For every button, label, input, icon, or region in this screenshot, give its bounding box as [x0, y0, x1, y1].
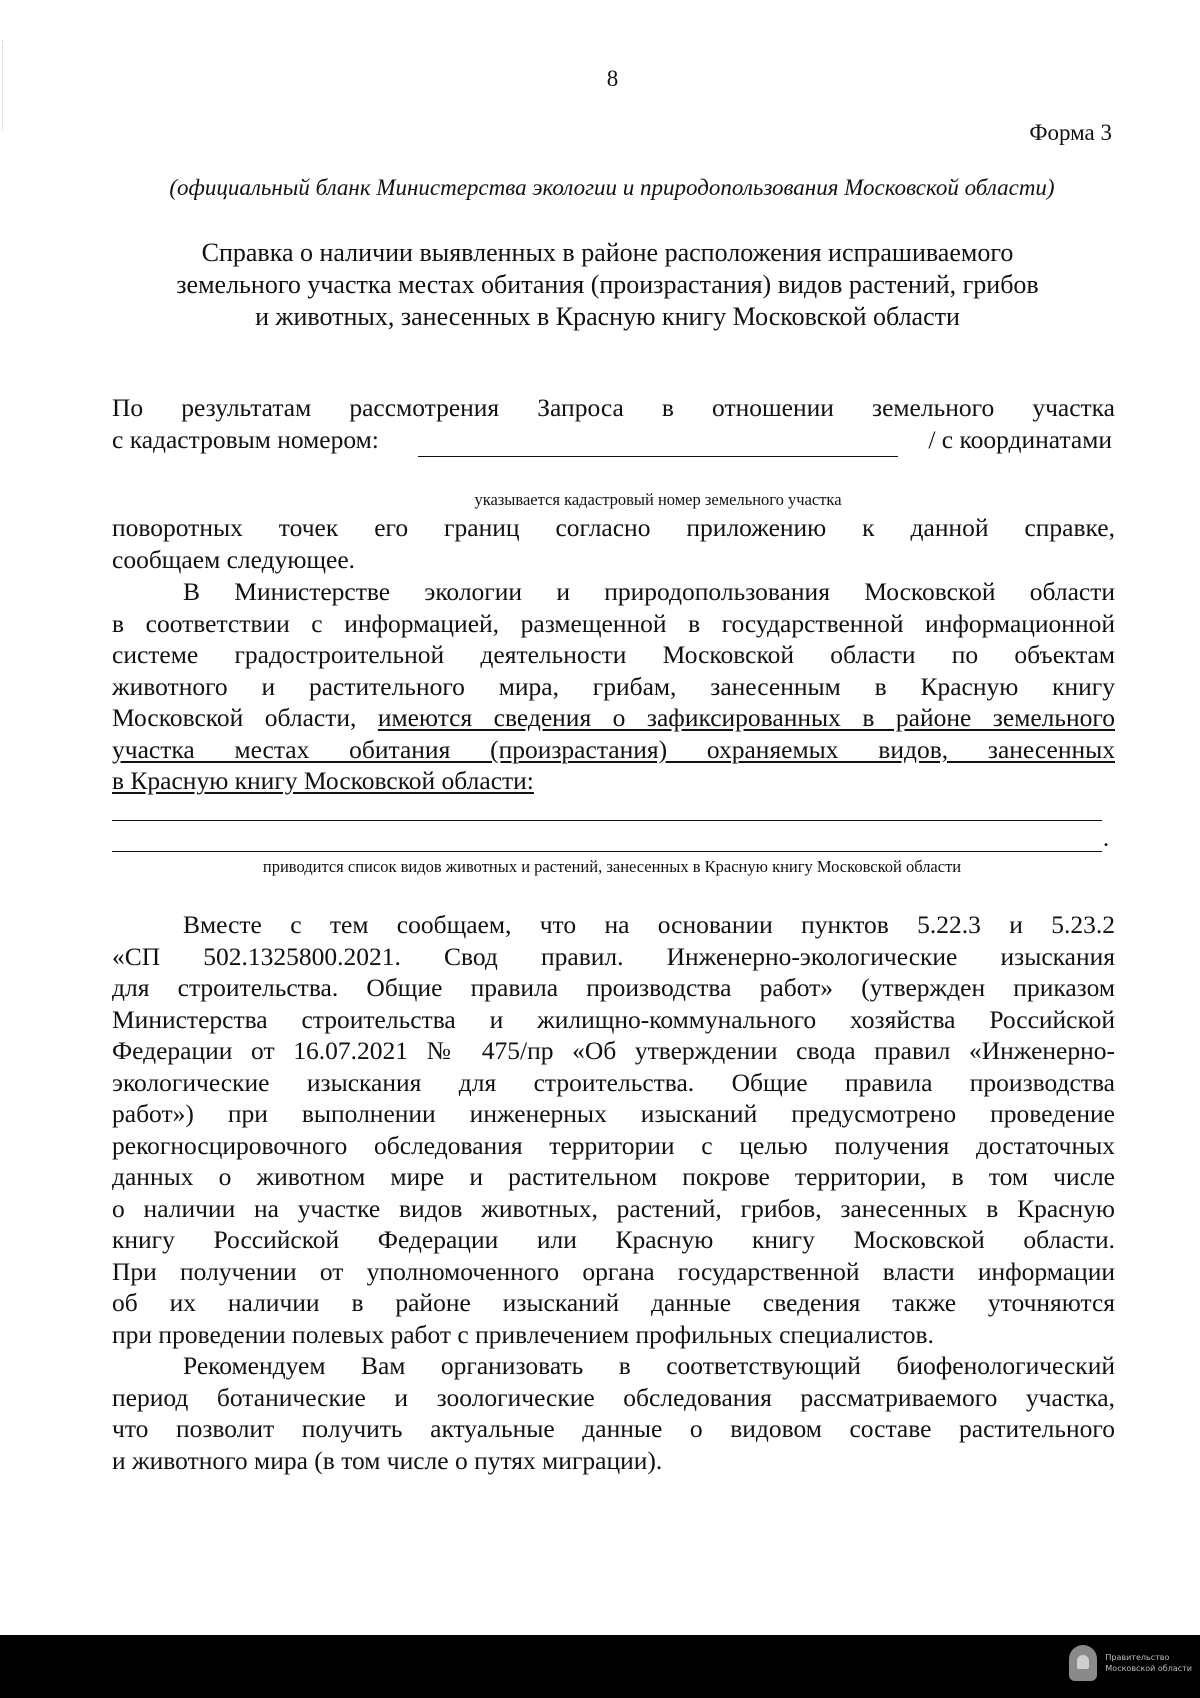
- paragraph-request: [112, 392, 1115, 424]
- stamp-line: Правительство: [1105, 1653, 1170, 1662]
- species-list-caption: приводится список видов животных и растений, занесенных в Красную книгу Московской области: [262, 857, 962, 876]
- cadastral-label: с кадастровым номером:: [112, 425, 379, 454]
- text-plain: Московской области,: [112, 703, 378, 732]
- text-line: экологические изыскания для строительства. Общие правила производства: [112, 1067, 1115, 1097]
- text-line: данных о животном мире и растительном покрове территории, в том числе: [112, 1162, 1115, 1191]
- text-line-underlined: участка местах обитания (произрастания) охраняемых видов, занесенных: [112, 734, 1115, 764]
- paragraph-survey: [112, 909, 1115, 1350]
- stamp-line: Московской области: [1105, 1664, 1192, 1673]
- government-stamp: [1069, 1645, 1192, 1681]
- text-line: Министерства строительства и жилищно-коммунального хозяйства Российской: [112, 1004, 1115, 1034]
- title-line: земельного участка местах обитания (произрастания) видов растений, грибов: [176, 270, 1039, 299]
- text-line: при проведении полевых работ с привлечением профильных специалистов.: [112, 1319, 934, 1349]
- text-line: животного и растительного мира, грибам, занесенным в Красную книгу: [112, 671, 1115, 701]
- text-line: работ») при выполнении инженерных изысканий предусмотрено проведение: [112, 1099, 1115, 1128]
- text-line: и животного мира (в том числе о путях миграции).: [112, 1445, 663, 1475]
- paragraph-request-cont: [112, 512, 1115, 575]
- text-line: для строительства. Общие правила производства работ» (утвержден приказом: [112, 973, 1115, 1002]
- list-end-period: .: [1103, 826, 1109, 852]
- text-line: рекогносцировочного обследования территории с целью получения достаточных: [112, 1130, 1115, 1160]
- text-line: поворотных точек его границ согласно приложению к данной справке,: [112, 513, 1115, 542]
- species-list-field-1[interactable]: [112, 820, 1102, 821]
- title-line: и животных, занесенных в Красную книгу Московской области: [255, 302, 960, 331]
- official-blank-note: (официальный бланк Министерства экологии и природопользования Московской области): [169, 175, 1055, 200]
- coordinates-label: / с координатами: [928, 425, 1112, 454]
- text-line: о наличии на участке видов животных, растений, грибов, занесенных в Красную: [112, 1193, 1115, 1223]
- text-line: Вместе с тем сообщаем, что на основании пунктов 5.22.3 и 5.23.2: [183, 910, 1115, 939]
- text-line: сообщаем следующее.: [112, 544, 356, 574]
- text-line: «СП 502.1325800.2021. Свод правил. Инженерно-экологические изыскания: [112, 941, 1115, 971]
- cadastral-number-field[interactable]: [418, 456, 898, 457]
- cadastral-caption: указывается кадастровый номер земельного участка: [474, 490, 842, 509]
- coat-of-arms-icon: [1069, 1645, 1097, 1681]
- text-line: книгу Российской Федерации или Красную книгу Московской области.: [112, 1225, 1115, 1254]
- form-label: Форма 3: [1029, 120, 1112, 145]
- text-line: что позволит получить актуальные данные о видовом составе растительного: [112, 1414, 1115, 1443]
- scan-footer-bar: [0, 1635, 1200, 1698]
- text-line-underlined: в Красную книгу Московской области:: [112, 766, 534, 795]
- text-line: При получении от уполномоченного органа государственной власти информации: [112, 1256, 1115, 1286]
- species-list-field-2[interactable]: [112, 851, 1102, 852]
- text-line: По результатам рассмотрения Запроса в отношении земельного участка: [112, 393, 1115, 422]
- stamp-text: [1105, 1652, 1192, 1674]
- title-line: Справка о наличии выявленных в районе расположения испрашиваемого: [201, 238, 1014, 267]
- text-line: [112, 702, 1115, 734]
- cadastral-row: [112, 424, 1115, 456]
- document-title: [130, 237, 1085, 333]
- text-line: Рекомендуем Вам организовать в соответствующий биофенологический: [183, 1351, 1115, 1380]
- page-number: 8: [606, 66, 619, 91]
- text-line: период ботанические и зоологические обследования рассматриваемого участка,: [112, 1382, 1115, 1412]
- text-line: Федерации от 16.07.2021 № 475/пр «Об утверждении свода правил «Инженерно-: [112, 1036, 1115, 1065]
- paragraph-recommendation: [112, 1350, 1115, 1476]
- text-underlined: имеются сведения о зафиксированных в районе земельного: [377, 703, 1115, 732]
- paragraph-ministry: [112, 576, 1115, 797]
- text-line: системе градостроительной деятельности Московской области по объектам: [112, 640, 1115, 669]
- text-line: в соответствии с информацией, размещенной в государственной информационной: [112, 608, 1115, 638]
- text-line: об их наличии в районе изысканий данные сведения также уточняются: [112, 1288, 1115, 1317]
- text-line: В Министерстве экологии и природопользования Московской области: [183, 577, 1115, 606]
